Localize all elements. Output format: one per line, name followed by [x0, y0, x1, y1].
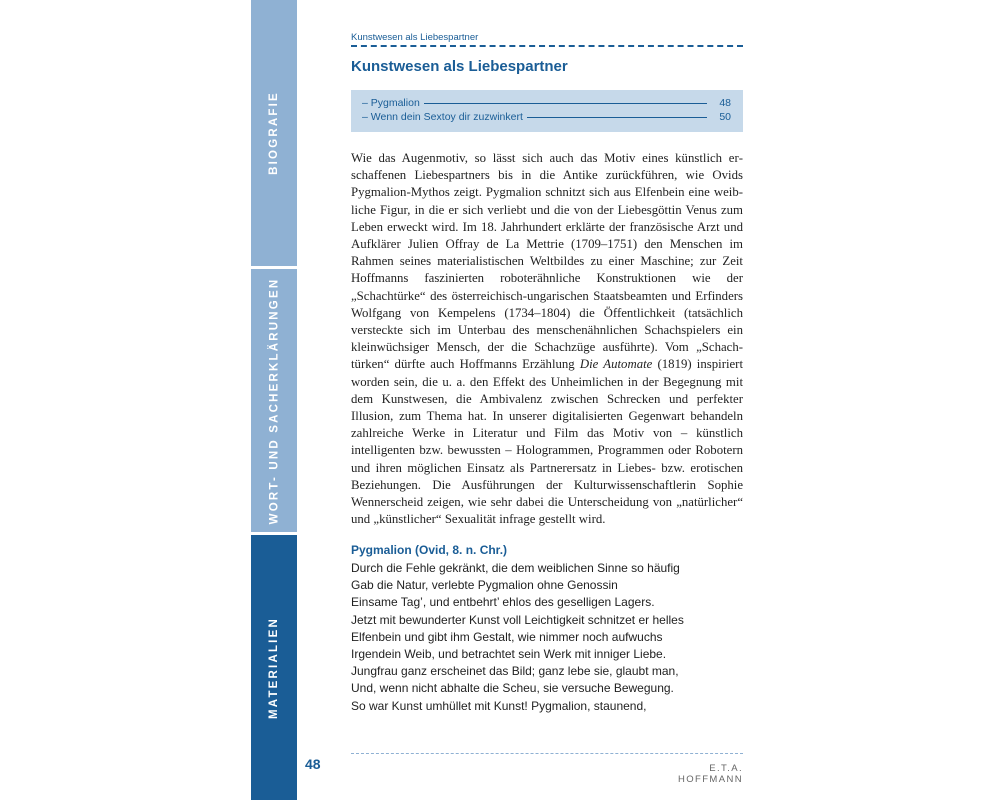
body-text-part2: (1819) inspiriert worden sein, die u. a. den Effekt des Unheimlichen in der Begegnung mit dem Kunstwesen, die Ambivalenz zwischen Schrecken und perfekter Illusion, zum Thema hat. In unserer digitalisierten Gegenwart behandeln zahlreiche Werke in Literatur und Film das Motiv von – künstlich intelligenten bzw. bewussten – Hologrammen, Programmen oder Robotern und ihren möglichen Einsatz als Partnerersatz in Liebes- bzw. erotischen Beziehungen. Die Ausführungen der Kulturwissenschaftlerin Sophie Wennerscheid zeigen, wie sehr dabei die Unterscheidung von „natürlicher“ und „künstlicher“ Sexualität infrage gestellt wird.	[351, 357, 744, 527]
page-title: Kunstwesen als Liebespartner	[351, 58, 568, 75]
tab-materialien-label: MATERIALIEN	[268, 616, 280, 719]
poem-line: Einsame Tag’, und entbehrt’ ehlos des geselligen Lagers.	[351, 595, 655, 610]
poem-block	[351, 560, 743, 715]
poem-line: Irgendein Weib, und betrachtet sein Werk mit inniger Liebe.	[351, 647, 667, 662]
tab-biografie-label: BIOGRAFIE	[268, 91, 281, 175]
body-text-part1: Wie das Augenmotiv, so lässt sich auch das Motiv eines künstlich erschaffenen Liebespartners bis in die Antike zurückführen, wie Ovids Pygmalion-Mythos zeigt. Pygmalion schnitzt sich aus Elfenbein eine weibliche Figur, in die er sich verliebt und die von der Liebesgöttin Venus zum Leben erweckt wird. Im 18. Jahrhundert erklärte der französische Arzt und Aufklärer Julien Offray de La Mettrie (1709–1751) den Menschen im Rahmen seines materialistischen Weltbildes zu einer Maschine; zur Zeit Hoffmanns faszinierten roboterähnliche Konstruktionen wie der „Schachtürke“ des österreichisch-ungarischen Staatsbeamten und Erfinders Wolfgang von Kempelens (1734–1804) die Öffentlichkeit (tatsächlich versteckte sich im Unterbau des menschenähnlichen Schachspielers ein kleinwüchsiger Mensch, der die Schachzüge ausführte). Vom „Schachtürken“ dürfte auch Hoffmanns Erzählung	[351, 151, 743, 372]
tab-biografie[interactable]	[251, 0, 297, 266]
toc-leader	[527, 117, 707, 118]
running-head: Kunstwesen als Liebespartner	[351, 32, 479, 43]
page-number: 48	[305, 756, 321, 772]
tab-wort-und-sacherklaerungen[interactable]	[251, 269, 297, 532]
toc-leader	[424, 103, 707, 104]
poem-line: Jetzt mit bewunderter Kunst voll Leichtigkeit schnitzet er helles	[351, 612, 684, 627]
poem-line: Durch die Fehle gekränkt, die dem weiblichen Sinne so häufig	[351, 561, 680, 575]
poem-line: Elfenbein und gibt ihm Gestalt, wie nimmer noch aufwuchs	[351, 629, 663, 644]
footer-divider	[351, 753, 743, 754]
work-title-italic: Die Automate	[579, 357, 653, 372]
toc-item-label: – Pygmalion	[362, 97, 420, 109]
toc-item-page: 48	[719, 97, 731, 109]
poem-line: Jungfrau ganz erscheinet das Bild; ganz lebe sie, glaubt man,	[351, 664, 679, 679]
toc-item[interactable]	[362, 97, 731, 109]
section-toc	[351, 90, 743, 132]
poem-line: Und, wenn nicht abhalte die Scheu, sie versuche Bewegung.	[351, 681, 674, 696]
toc-item-label: – Wenn dein Sextoy dir zuzwinkert	[362, 111, 523, 123]
tab-wort-und-sacherklaerungen-label: WORT- UND SACHERKLÄRUNGEN	[268, 277, 281, 524]
toc-item[interactable]	[362, 111, 731, 123]
poem-heading: Pygmalion (Ovid, 8. n. Chr.)	[351, 543, 508, 557]
toc-item-page: 50	[719, 111, 731, 123]
header-divider	[351, 45, 743, 47]
tab-materialien[interactable]	[251, 535, 297, 800]
poem-line: Gab die Natur, verlebte Pygmalion ohne Genossin	[351, 578, 618, 593]
poem-line: So war Kunst umhüllet mit Kunst! Pygmalion, staunend,	[351, 698, 647, 713]
footer-author: E.T.A. HOFFMANN	[677, 763, 743, 785]
body-paragraph	[351, 150, 743, 528]
sidebar-tabs	[251, 0, 297, 800]
